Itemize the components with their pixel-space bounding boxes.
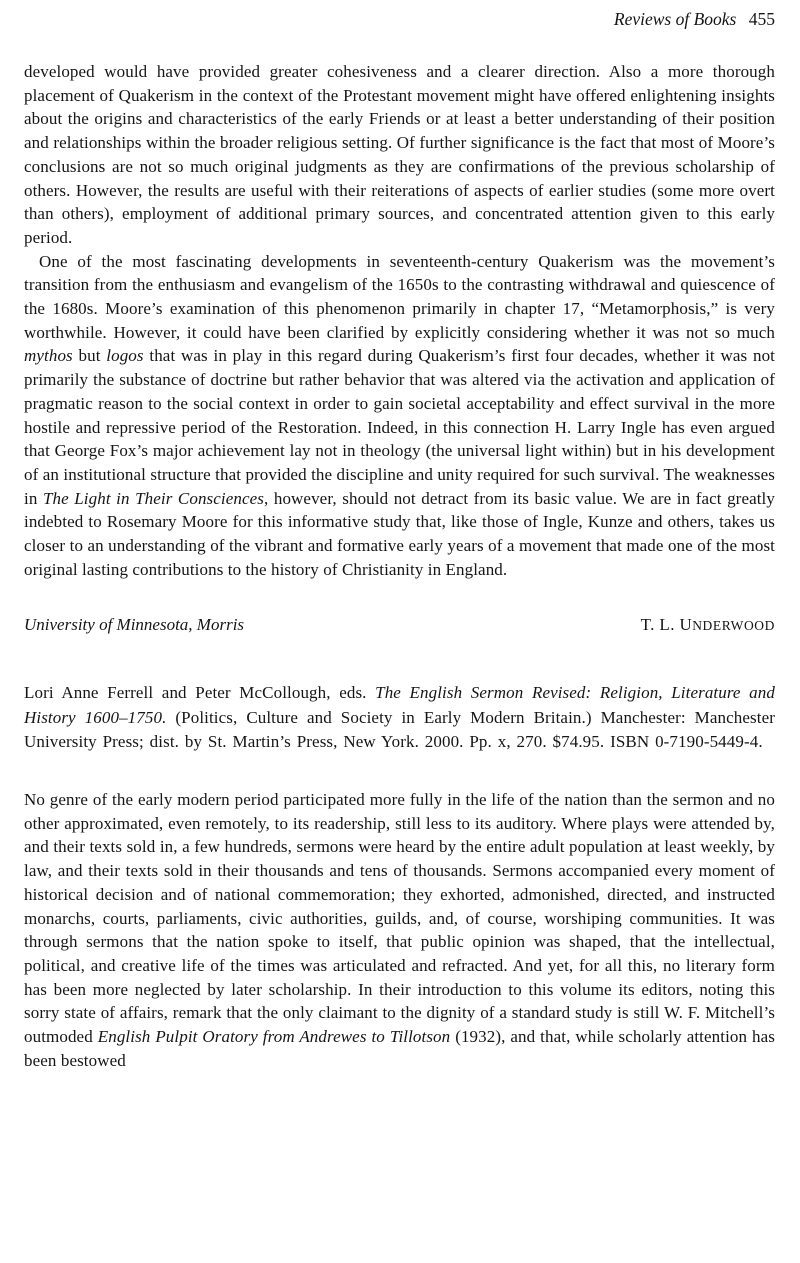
text-run: English Pulpit Oratory from Andrewes to Tillotson (97, 1027, 451, 1047)
review-signoff (24, 613, 775, 637)
book-citation (24, 681, 775, 754)
reviewer-name-smallcaps: NDERWOOD (692, 618, 775, 634)
text-run: Lori Anne Ferrell and Peter McCollough, eds. (24, 683, 376, 703)
text-run: The English Sermon Revised: Religion, Literature and History 1600–1750. (24, 683, 775, 727)
text-run: (1932), and that, while scholarly attention has been bestowed (24, 1027, 775, 1070)
text-run: (Politics, Culture and Society in Early Modern Britain.) Manchester: Manchester University Press; dist. by St. Martin’s Press, New York. 2000. Pp. x, 270. $74.95. ISBN 0-7190-5449-4. (24, 707, 775, 751)
page-header (24, 8, 775, 30)
text-run: developed would have provided greater cohesiveness and a clearer direction. Also a more thorough placement of Quakerism in the context of the Protestant movement might have offered enlightening insights about the origins and characteristics of the early Friends or at least a better understanding of their position and relationships within the broader religious setting. Of further significance is the fact that most of Moore’s conclusions are not so much original judgments as they are confirmations of the previous scholarship of others. However, the results are useful with their reiterations of aspects of earlier studies (some more overt than others), employment of additional primary sources, and concentrated attention given to this early period. (24, 62, 775, 247)
review-moore-paragraph-2 (24, 250, 775, 582)
running-head-title: Reviews of Books (613, 9, 737, 29)
page-body (24, 60, 775, 1073)
text-run: logos (106, 346, 144, 366)
text-run: One of the most fascinating developments in seventeenth-century Quakerism was the movement’s transition from the enthusiasm and evangelism of the 1650s to the contrasting withdrawal and quiescence of the 1680s. Moore’s examination of this phenomenon primarily in chapter 17, “Metamorphosis,” is very worthwhile. However, it could have been clarified by explicitly considering whether it was not so much (24, 251, 775, 342)
review-sermon-paragraph-1 (24, 788, 775, 1072)
reviewer-affiliation: University of Minnesota, Morris (24, 615, 245, 635)
text-run: mythos (24, 346, 73, 366)
reviewer-name-lead: T. L. U (640, 615, 693, 635)
text-run: No genre of the early modern period participated more fully in the life of the nation than the sermon and no other approximated, even remotely, to its readership, still less to its auditory. Where plays were attended by, and their texts sold in, a few hundreds, sermons were heard by the entire adult population at least weekly, by law, and their texts sold in their thousands and tens of thousands. Sermons accompanied every moment of historical decision and of national commemoration; they exhorted, admonished, directed, and instructed monarchs, courts, parliaments, civic authorities, guilds, and, of course, worshiping communities. It was through sermons that the nation spoke to itself, that public opinion was shaped, that the intellectual, political, and creative life of the times was articulated and refracted. And yet, for all this, no literary form has been more neglected by later scholarship. In their introduction to this volume its editors, noting this sorry state of affairs, remark that the only claimant to the dignity of a standard study is still W. F. Mitchell’s outmoded (24, 790, 775, 1047)
reviewer-name (641, 613, 775, 637)
text-run: , however, should not detract from its basic value. We are in fact greatly indebted to Rosemary Moore for this informative study that, like those of Ingle, Kunze and others, takes us closer to an understanding of the vibrant and formative early years of a movement that made one of the most original lasting contributions to the history of Christianity in England. (24, 488, 775, 579)
text-run: but (72, 346, 107, 366)
text-run: The Light in Their Consciences (42, 488, 264, 508)
text-run: that was in play in this regard during Quakerism’s first four decades, whether it was not primarily the substance of doctrine but rather behavior that was altered via the activation and application of pragmatic reason to the social context in order to gain societal acceptability and effect survival in the more hostile and repressive period of the Restoration. Indeed, in this connection H. Larry Ingle has even argued that George Fox’s major achievement lay not in theology (the universal light within) but in his development of an institutional structure that provided the discipline and unity required for such survival. The weaknesses in (24, 346, 775, 508)
review-moore-paragraph-continuation (24, 60, 775, 250)
page-number: 455 (748, 9, 775, 29)
